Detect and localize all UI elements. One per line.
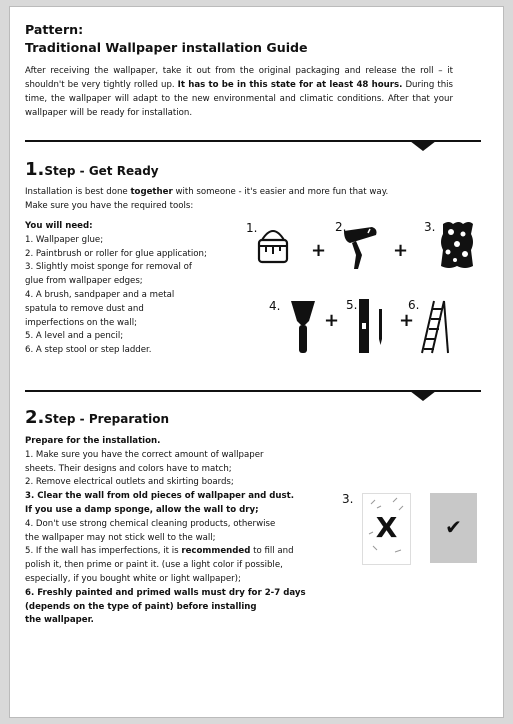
- list-item: 3. Clear the wall from old pieces of wallpaper and dust.: [25, 491, 295, 502]
- tool-label-1: 1.: [246, 221, 258, 235]
- check-mark-icon: ✔: [445, 515, 462, 539]
- title-line-1: Pattern:: [25, 22, 84, 37]
- chevron-down-icon: [410, 391, 436, 401]
- list-item: 6. A step stool or step ladder.: [25, 345, 152, 356]
- plus-sign: +: [399, 310, 415, 331]
- item5-text-a: 5. If the wall has imperfections, it is: [25, 546, 179, 557]
- tool-label-3: 3.: [424, 220, 436, 234]
- list-item: 3. Slightly moist sponge for removal of: [25, 262, 192, 273]
- step1-description: [25, 186, 388, 214]
- intro-text-b: During this time, the wallpaper will adapt to the new environmental and climatic conditions. After that your wallpaper will be ready for installation.: [25, 80, 454, 118]
- list-item: 4. A brush, sandpaper and a metal: [25, 289, 175, 300]
- step1-title: Step - Get Ready: [44, 164, 159, 178]
- page-title: [25, 21, 308, 57]
- tool-label-5: 5.: [346, 298, 358, 312]
- item5-text-bold: recommended: [181, 546, 251, 557]
- spatula-icon: [291, 299, 315, 355]
- list-item: the wallpaper may not stick well to the wall;: [25, 532, 216, 543]
- sponge-icon: [439, 220, 475, 270]
- intro-paragraph: [25, 64, 453, 120]
- step1-desc-bold: together: [130, 187, 173, 197]
- step1-desc-a: Installation is best done: [25, 187, 128, 197]
- step1-tool-list: [25, 220, 207, 358]
- tool-label-2: 2.: [335, 220, 347, 234]
- wrong-wall-panel: [362, 493, 411, 565]
- tool-label-4: 4.: [269, 299, 281, 313]
- title-line-2: Traditional Wallpaper installation Guide: [25, 40, 308, 55]
- plus-sign: +: [393, 240, 409, 261]
- tool-label-6: 6.: [408, 298, 420, 312]
- list-item: polish it, then prime or paint it. (use a light color if possible,: [25, 560, 283, 571]
- step1-list-title: You will need:: [25, 221, 93, 231]
- level-pencil-icon: [357, 299, 387, 353]
- list-item: 4. Don't use strong chemical cleaning products, otherwise: [25, 518, 276, 529]
- item5-text-b: to fill and: [253, 546, 294, 557]
- guide-page: [9, 6, 504, 718]
- paintbrush-icon: [342, 225, 380, 271]
- step2-title: Step - Preparation: [44, 412, 170, 426]
- plus-sign: +: [311, 240, 327, 261]
- list-item: especially, if you bought white or light wallpaper);: [25, 573, 241, 584]
- step2-list-title: Prepare for the installation.: [25, 436, 161, 446]
- list-item: [25, 545, 306, 559]
- step1-number: 1.: [25, 159, 45, 180]
- step2-heading: [25, 407, 169, 428]
- step2-number: 2.: [25, 407, 45, 428]
- correct-wall-panel: [430, 493, 477, 563]
- wrong-mark-icon: X: [375, 511, 398, 544]
- list-item: 2. Paintbrush or roller for glue application;: [25, 248, 207, 259]
- list-item: spatula to remove dust and: [25, 303, 144, 314]
- figure-label-3: 3.: [342, 492, 354, 506]
- list-item: sheets. Their designs and colors have to match;: [25, 463, 232, 474]
- list-item: glue from wallpaper edges;: [25, 276, 143, 287]
- step1-heading: [25, 159, 159, 180]
- intro-text-a: After receiving the wallpaper, take it out from the original packaging and release the roll – it shouldn't be very tightly rolled up.: [25, 66, 453, 90]
- step-ladder-icon: [418, 299, 450, 355]
- list-item: 5. A level and a pencil;: [25, 331, 124, 342]
- list-item: (depends on the type of paint) before installing: [25, 601, 257, 612]
- intro-text-bold: It has to be in this state for at least 48 hours.: [177, 80, 403, 90]
- step1-desc-line2: Make sure you have the required tools:: [25, 200, 194, 211]
- list-item: 1. Make sure you have the correct amount of wallpaper: [25, 449, 264, 460]
- step1-desc-b: with someone - it's easier and more fun that way.: [175, 187, 389, 197]
- list-item: 2. Remove electrical outlets and skirting boards;: [25, 477, 234, 488]
- list-item: the wallpaper.: [25, 615, 94, 626]
- list-item: imperfections on the wall;: [25, 317, 137, 328]
- list-item: If you use a damp sponge, allow the wall to dry;: [25, 504, 259, 515]
- plus-sign: +: [324, 310, 340, 331]
- list-item: 1. Wallpaper glue;: [25, 234, 104, 245]
- step2-list: [25, 435, 306, 628]
- list-item: 6. Freshly painted and primed walls must dry for 2-7 days: [25, 587, 306, 598]
- chevron-down-icon: [410, 141, 436, 151]
- glue-bucket-icon: [256, 224, 290, 264]
